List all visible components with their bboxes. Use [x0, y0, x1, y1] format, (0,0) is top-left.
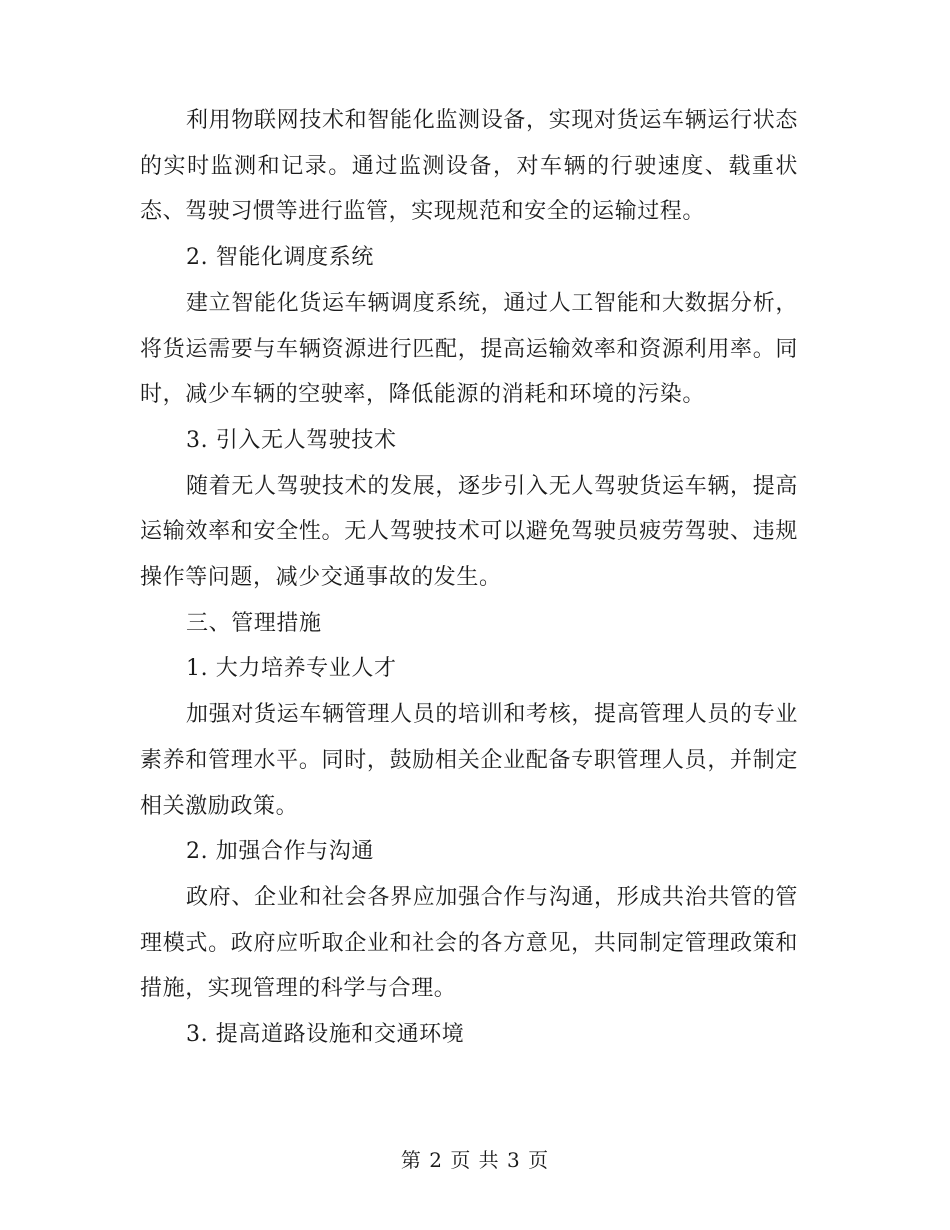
heading-autonomous-driving: 3. 引入无人驾驶技术: [186, 427, 397, 453]
heading-cooperation: 2. 加强合作与沟通: [186, 839, 374, 865]
document-body: [140, 98, 798, 1058]
paragraph-smart-dispatch: 建立智能化货运车辆调度系统，通过人工智能和大数据分析，将货运需要与车辆资源进行匹配，提高运输效率和资源利用率。同时，减少车辆的空驶率，降低能源的消耗和环境的污染。: [140, 290, 798, 408]
paragraph-monitoring: 利用物联网技术和智能化监测设备，实现对货运车辆运行状态的实时监测和记录。通过监测设备，对车辆的行驶速度、载重状态、驾驶习惯等进行监管，实现规范和安全的运输过程。: [140, 108, 798, 225]
page-footer: 第 2 页 共 3 页: [400, 1148, 550, 1172]
heading-road-facilities: 3. 提高道路设施和交通环境: [186, 1022, 465, 1048]
heading-train-talent: 1. 大力培养专业人才: [186, 656, 397, 682]
paragraph-autonomous-driving: 随着无人驾驶技术的发展，逐步引入无人驾驶货运车辆，提高运输效率和安全性。无人驾驶技术可以避免驾驶员疲劳驾驶、违规操作等问题，减少交通事故的发生。: [140, 473, 798, 591]
heading-smart-dispatch: 2. 智能化调度系统: [186, 245, 374, 271]
heading-section-management: 三、管理措施: [186, 610, 322, 636]
paragraph-train-talent: 加强对货运车辆管理人员的培训和考核，提高管理人员的专业素养和管理水平。同时，鼓励相关企业配备专职管理人员，并制定相关激励政策。: [140, 702, 798, 819]
paragraph-cooperation: 政府、企业和社会各界应加强合作与沟通，形成共治共管的管理模式。政府应听取企业和社会的各方意见，共同制定管理政策和措施，实现管理的科学与合理。: [140, 884, 798, 1002]
